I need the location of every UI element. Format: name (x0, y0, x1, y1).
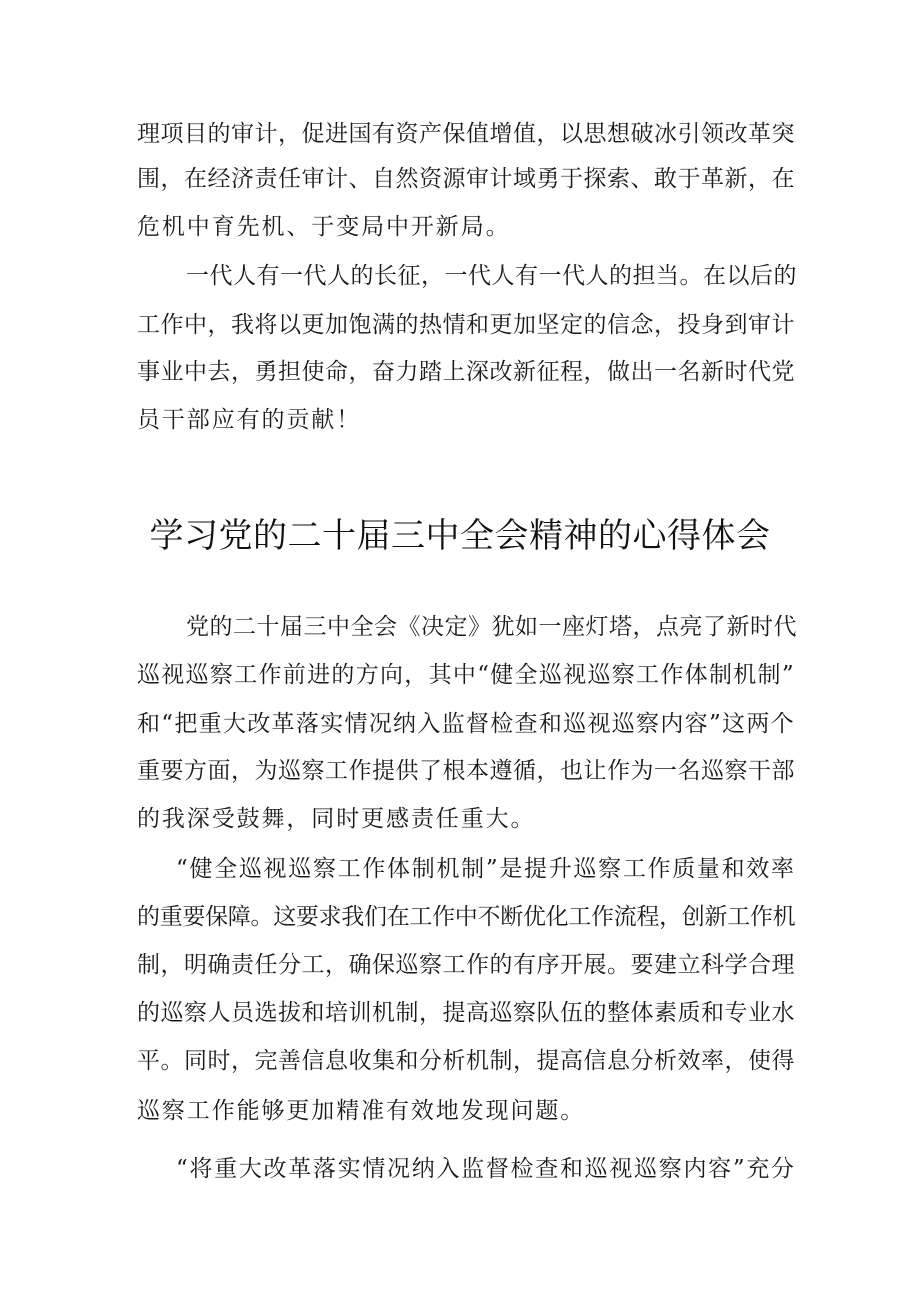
article-line-12: “将重大改革落实情况纳入监督检查和巡视巡察内容”充分 (176, 1156, 796, 1182)
intro-line-1: 理项目的审计，促进国有资产保值增值，以思想破冰引领改革突 (137, 121, 795, 147)
intro-line-3: 危机中育先机、于变局中开新局。 (137, 214, 511, 240)
article-line-3: 和“把重大改革落实情况纳入监督检查和巡视巡察内容”这两个 (137, 711, 795, 737)
intro-line-5: 工作中，我将以更加饱满的热情和更加坚定的信念，投身到审计 (137, 312, 795, 338)
intro-line-6: 事业中去，勇担使命，奋力踏上深改新征程，做出一名新时代党 (137, 359, 795, 385)
article-line-10: 平。同时，完善信息收集和分析机制，提高信息分析效率，使得 (137, 1048, 795, 1074)
intro-line-7: 员干部应有的贡献！ (137, 407, 362, 433)
article-line-4: 重要方面，为巡察工作提供了根本遵循，也让作为一名巡察干部 (137, 758, 795, 784)
article-line-1: 党的二十届三中全会《决定》犹如一座灯塔，点亮了新时代 (186, 614, 797, 640)
article-line-2: 巡视巡察工作前进的方向，其中“健全巡视巡察工作体制机制” (137, 662, 795, 688)
article-line-9: 的巡察人员选拔和培训机制，提高巡察队伍的整体素质和专业水 (137, 1000, 795, 1026)
intro-line-4: 一代人有一代人的长征，一代人有一代人的担当。在以后的 (186, 263, 797, 289)
intro-line-2: 围，在经济责任审计、自然资源审计域勇于探索、敢于革新，在 (137, 166, 795, 192)
article-line-5: 的我深受鼓舞，同时更感责任重大。 (137, 806, 536, 832)
article-line-8: 制，明确责任分工，确保巡察工作的有序开展。要建立科学合理 (137, 952, 795, 978)
article-line-11: 巡察工作能够更加精准有效地发现问题。 (137, 1098, 586, 1124)
article-line-7: 的重要保障。这要求我们在工作中不断优化工作流程，创新工作机 (137, 904, 796, 930)
article-title: 学习党的二十届三中全会精神的心得体会 (149, 516, 771, 556)
article-line-6: “健全巡视巡察工作体制机制”是提升巡察工作质量和效率 (176, 856, 796, 882)
